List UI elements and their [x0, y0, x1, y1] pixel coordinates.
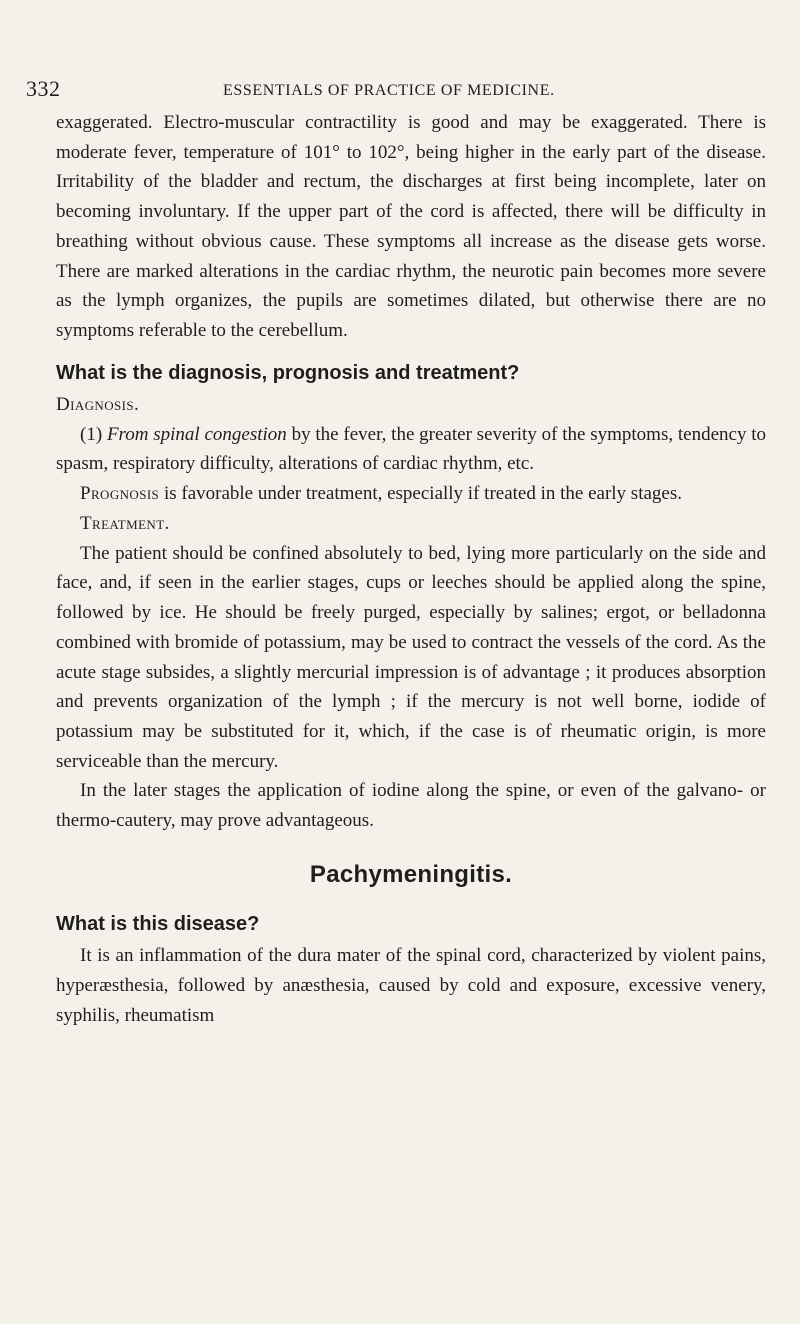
page-header	[26, 76, 786, 106]
page-number: 332	[26, 76, 61, 101]
treatment-heading: Treatment.	[80, 512, 170, 534]
page-body	[56, 108, 766, 1031]
question-diagnosis: What is the diagnosis, prognosis and treatment?	[56, 361, 520, 384]
treatment-paragraph-2: In the later stages the application of iodine along the spine, or even of the galvano- or thermo-cautery, may prove advantageous.	[56, 780, 766, 832]
pachy-paragraph: It is an inflammation of the dura mater of the spinal cord, characterized by violent pains, hyperæsthesia, followed by anæsthesia, caused by cold and exposure, excessive venery, syphilis, rheumatism	[56, 945, 766, 1026]
diagnosis-heading: Diagnosis.	[56, 393, 140, 415]
running-head: ESSENTIALS OF PRACTICE OF MEDICINE.	[223, 82, 555, 99]
diagnosis-item-italic: From spinal congestion	[106, 423, 287, 445]
prognosis-text: is favorable under treatment, especially if treated in the early stages.	[163, 483, 682, 505]
prognosis-heading: Prognosis	[80, 483, 160, 505]
diagnosis-item-text: by the fever, the greater severity of the symptoms, tendency to spasm, respiratory difficulty, alterations of cardiac rhythm, etc.	[56, 423, 767, 475]
diagnosis-item	[56, 420, 766, 479]
question-disease: What is this disease?	[56, 913, 260, 936]
treatment-paragraph-1: The patient should be confined absolutely to bed, lying more particularly on the side and face, and, if seen in the earlier stages, cups or leeches should be applied along the spine, followed by ice. He should be freely purged, especially by salines; ergot, or belladonna combined with bromide of potassium, may be used to contract the vessels of the cord. As the acute stage subsides, a slightly mercurial impression is of advantage ; it produces absorption and prevents organization of the lymph ; if the mercury is not well borne, iodide of potassium may be substituted for it, which, if the case is of rheumatic origin, is more serviceable than the mercury.	[56, 542, 766, 772]
prognosis-paragraph	[56, 479, 766, 509]
diagnosis-item-number: (1)	[80, 423, 103, 445]
section-title: Pachymeningitis.	[309, 860, 513, 888]
intro-paragraph: exaggerated. Electro-muscular contractility is good and may be exaggerated. There is moderate fever, temperature of 101° to 102°, being higher in the early part of the disease. Irritability of the bladder and rectum, the discharges at first being incomplete, later on becoming involuntary. If the upper part of the cord is affected, there will be difficulty in breathing without obvious cause. These symptoms all increase as the disease gets worse. There are marked alterations in the cardiac rhythm, the neurotic pain becomes more severe as the lymph organizes, the pupils are sometimes dilated, but otherwise there are no symptoms referable to the cerebellum.	[56, 112, 766, 341]
